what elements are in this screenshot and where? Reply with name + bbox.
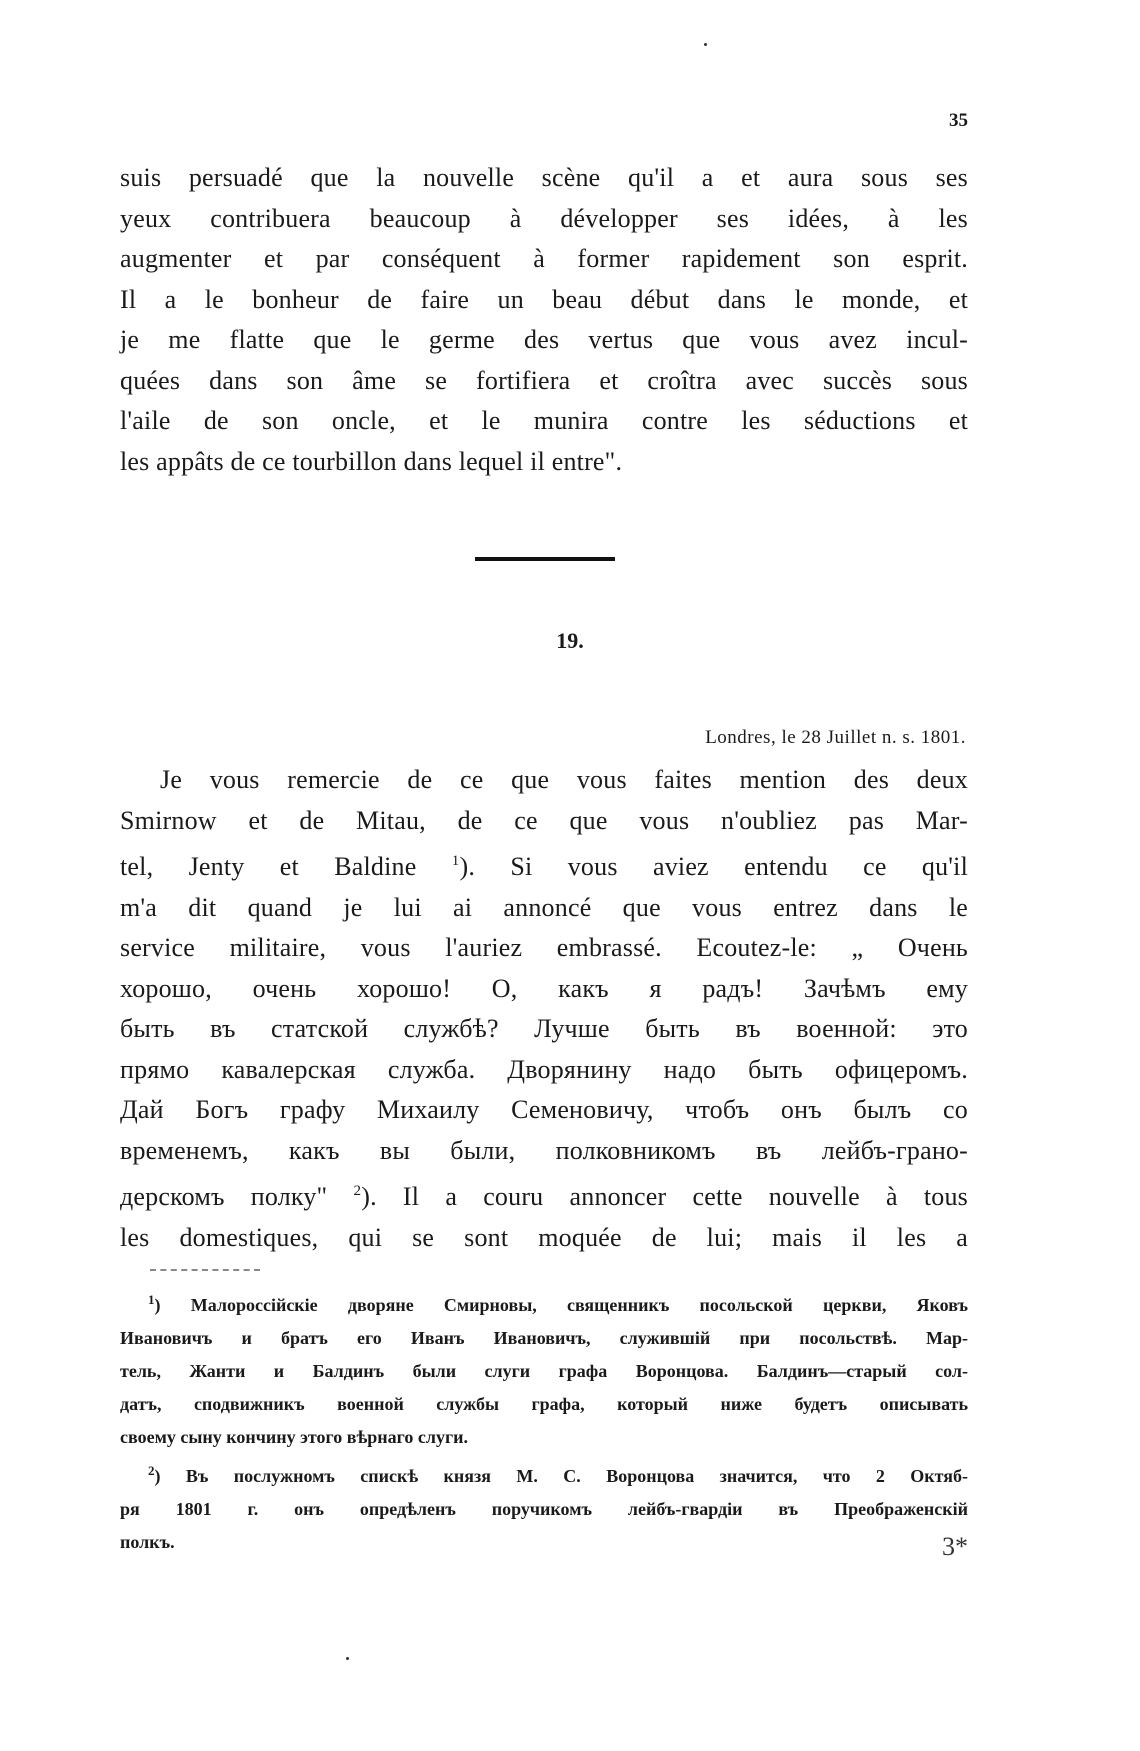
text-line: быть въ статской службѣ? Лучше быть въ военной: это — [120, 1014, 968, 1043]
signature-mark: 3* — [942, 1532, 968, 1561]
footnote-text: тель, Жанти и Балдинъ были слуги графа Воронцова. Балдинъ—старый сол- — [120, 1361, 968, 1381]
text-line: les appâts de ce tourbillon dans lequel il entre". — [120, 446, 623, 476]
footnote-text: ) Малороссійскіе дворяне Смирновы, священникъ посольской церкви, Яковъ — [154, 1295, 968, 1315]
footnote-2-mark: 2 — [148, 1463, 155, 1478]
text-line: Je vous remercie de ce que vous faites mention des deux — [160, 765, 968, 794]
text-line: service militaire, vous l'auriez embrassé. Ecoutez-le: „ Очень — [120, 933, 968, 962]
text-line: Il a le bonheur de faire un beau début dans le monde, et — [120, 284, 968, 314]
text-segment: ). Il a couru annoncer cette nouvelle à tous — [361, 1182, 968, 1211]
footnote-ref-2[interactable]: 2 — [353, 1183, 362, 1199]
footnote-text: ря 1801 г. онъ опредѣленъ поручикомъ лейбъ-гвардіи въ Преображенскій — [120, 1499, 968, 1519]
footnote-text: ) Въ послужномъ спискѣ князя М. С. Воронцова значится, что 2 Октяб- — [154, 1466, 968, 1486]
text-line: прямо кавалерская служба. Дворянину надо быть офицеромъ. — [120, 1054, 968, 1084]
text-line: Smirnow et de Mitau, de ce que vous n'oubliez pas Mar- — [120, 805, 968, 835]
footnote-text: датъ, сподвижникъ военной службы графа, который ниже будетъ описывать — [120, 1394, 968, 1414]
text-line: suis persuadé que la nouvelle scène qu'il a et aura sous ses — [120, 163, 968, 192]
footnote-text: полкъ. — [120, 1532, 175, 1552]
text-line-with-note — [120, 841, 968, 888]
letter-dateline: Londres, le 28 Juillet n. s. 1801. — [705, 727, 966, 748]
footnotes — [120, 1283, 968, 1559]
text-line: m'a dit quand je lui ai annoncé que vous entrez dans le — [120, 892, 968, 922]
text-line: les domestiques, qui se sont moquée de lui; mais il les a — [120, 1222, 968, 1252]
footnote-separator — [150, 1269, 260, 1271]
text-line: yeux contribuera beaucoup à développer ses idées, à les — [120, 203, 968, 233]
text-line: je me flatte que le germe des vertus que vous avez incul- — [120, 325, 968, 354]
footnote-text: Ивановичъ и братъ его Иванъ Ивановичъ, служившій при посольствѣ. Мар- — [120, 1328, 968, 1348]
footnote-2-line — [120, 1454, 968, 1493]
footnote-1-line — [120, 1283, 968, 1322]
footnote-text: своему сыну кончину этого вѣрнаго слуги. — [120, 1427, 469, 1447]
speck-mark — [346, 1657, 349, 1660]
text-line: хорошо, очень хорошо! О, какъ я радъ! Зачѣмъ ему — [120, 973, 968, 1003]
section-divider — [475, 557, 615, 561]
letter-body — [120, 760, 968, 1258]
speck-mark — [704, 43, 707, 46]
footnote-ref-1[interactable]: 1 — [451, 853, 460, 869]
text-line: quées dans son âme se fortifiera et croîtra avec succès sous — [120, 365, 968, 395]
page-number: 35 — [949, 110, 968, 131]
footnote-1-mark: 1 — [148, 1292, 155, 1307]
text-line: Дай Богъ графу Михаилу Семеновичу, чтобъ онъ былъ со — [120, 1095, 968, 1124]
text-segment: дерскомъ полку" — [120, 1182, 328, 1211]
text-line-with-note — [120, 1171, 968, 1218]
text-segment: tel, Jenty et Baldine — [120, 852, 417, 881]
text-line: l'aile de son oncle, et le munira contre les séductions et — [120, 406, 968, 435]
text-line: augmenter et par conséquent à former rapidement son esprit. — [120, 244, 968, 273]
continuation-paragraph — [120, 158, 968, 482]
letter-number: 19. — [556, 628, 584, 653]
text-line: временемъ, какъ вы были, полковникомъ въ лейбъ-грано- — [120, 1135, 968, 1165]
text-segment: ). Si vous aviez entendu ce qu'il — [459, 852, 969, 881]
